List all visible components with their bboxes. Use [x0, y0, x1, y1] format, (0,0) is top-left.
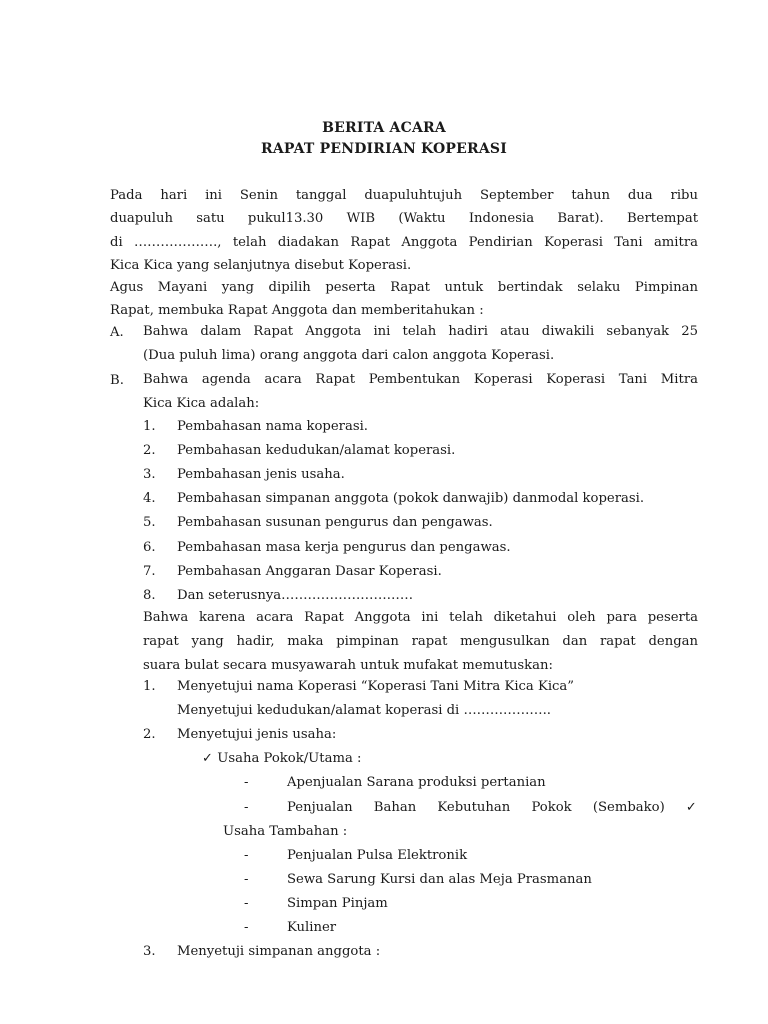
item-a-line: Bahwa dalam Rapat Anggota ini telah hadiri atau diwakili sebanyak 25 [143, 324, 698, 339]
decision-number: 3. [143, 944, 156, 959]
item-a-line: (Dua puluh lima) orang anggota dari calon anggota Koperasi. [143, 348, 555, 363]
item-a-text [143, 320, 698, 368]
agenda-number: 8. [143, 588, 156, 603]
decision-paragraph [143, 606, 698, 678]
intro-line: Pada hari ini Senin tanggal duapuluhtujuh September tahun dua ribu [110, 188, 698, 203]
agenda-item: Pembahasan Anggaran Dasar Koperasi. [177, 564, 442, 579]
item-b-line: Kica Kica adalah: [143, 396, 260, 411]
decision-item: Menyetujui nama Koperasi “Koperasi Tani Mitra Kica Kica” [177, 679, 575, 694]
decision-item: Menyetuji simpanan anggota : [177, 944, 381, 959]
intro-paragraph [110, 184, 698, 277]
leader-paragraph [110, 276, 698, 323]
bullet-dash: - [244, 896, 249, 911]
agenda-item: Dan seterusnya………………………… [177, 588, 414, 603]
agenda-number: 7. [143, 564, 156, 579]
bullet-dash: - [244, 800, 249, 815]
agenda-item: Pembahasan kedudukan/alamat koperasi. [177, 443, 456, 458]
agenda-number: 4. [143, 491, 156, 506]
decision-line: rapat yang hadir, maka pimpinan rapat mengusulkan dan rapat dengan [143, 634, 698, 649]
agenda-number: 6. [143, 540, 156, 555]
item-b-line: Bahwa agenda acara Rapat Pembentukan Koperasi Koperasi Tani Mitra [143, 372, 698, 387]
extra-business-item: Penjualan Pulsa Elektronik [287, 848, 468, 863]
agenda-item: Pembahasan masa kerja pengurus dan pengawas. [177, 540, 511, 555]
extra-business-item: Kuliner [287, 920, 337, 935]
extra-business-item: Sewa Sarung Kursi dan alas Meja Prasmanan [287, 872, 592, 887]
document-title: BERITA ACARA [322, 120, 446, 136]
agenda-number: 2. [143, 443, 156, 458]
decision-item: Menyetujui jenis usaha: [177, 727, 337, 742]
intro-line: duapuluh satu pukul13.30 WIB (Waktu Indonesia Barat). Bertempat [110, 211, 698, 227]
bullet-dash: - [244, 775, 249, 790]
leader-line: Agus Mayani yang dipilih peserta Rapat untuk bertindak selaku Pimpinan [110, 280, 698, 295]
main-business-item: Penjualan Bahan Kebutuhan Pokok (Sembako) ✓ [287, 800, 697, 815]
item-b-marker: B. [110, 373, 124, 388]
agenda-number: 5. [143, 515, 156, 530]
main-business-label: ✓ Usaha Pokok/Utama : [202, 751, 362, 766]
agenda-item: Pembahasan susunan pengurus dan pengawas. [177, 515, 493, 530]
leader-line: Rapat, membuka Rapat Anggota dan memberitahukan : [110, 303, 484, 319]
bullet-dash: - [244, 848, 249, 863]
extra-business-label: Usaha Tambahan : [223, 824, 348, 839]
decision-line: Bahwa karena acara Rapat Anggota ini telah diketahui oleh para peserta [143, 610, 698, 625]
bullet-dash: - [244, 920, 249, 935]
decision-item: Menyetujui kedudukan/alamat koperasi di ……………….. [177, 703, 551, 718]
decision-number: 1. [143, 679, 156, 694]
item-a-marker: A. [110, 325, 124, 340]
main-business-item: Apenjualan Sarana produksi pertanian [287, 775, 546, 790]
decision-line: suara bulat secara musyawarah untuk mufakat memutuskan: [143, 658, 553, 673]
agenda-item: Pembahasan simpanan anggota (pokok danwajib) danmodal koperasi. [177, 491, 645, 506]
agenda-item: Pembahasan jenis usaha. [177, 467, 345, 482]
document-subtitle: RAPAT PENDIRIAN KOPERASI [261, 141, 507, 157]
item-b-text [143, 368, 698, 416]
agenda-number: 3. [143, 467, 156, 482]
agenda-item: Pembahasan nama koperasi. [177, 419, 368, 434]
intro-line: di ………………., telah diadakan Rapat Anggota Pendirian Koperasi Tani amitra [110, 234, 698, 250]
decision-number: 2. [143, 727, 156, 742]
intro-line: Kica Kica yang selanjutnya disebut Koperasi. [110, 257, 412, 273]
extra-business-item: Simpan Pinjam [287, 896, 388, 911]
bullet-dash: - [244, 872, 249, 887]
agenda-number: 1. [143, 419, 156, 434]
